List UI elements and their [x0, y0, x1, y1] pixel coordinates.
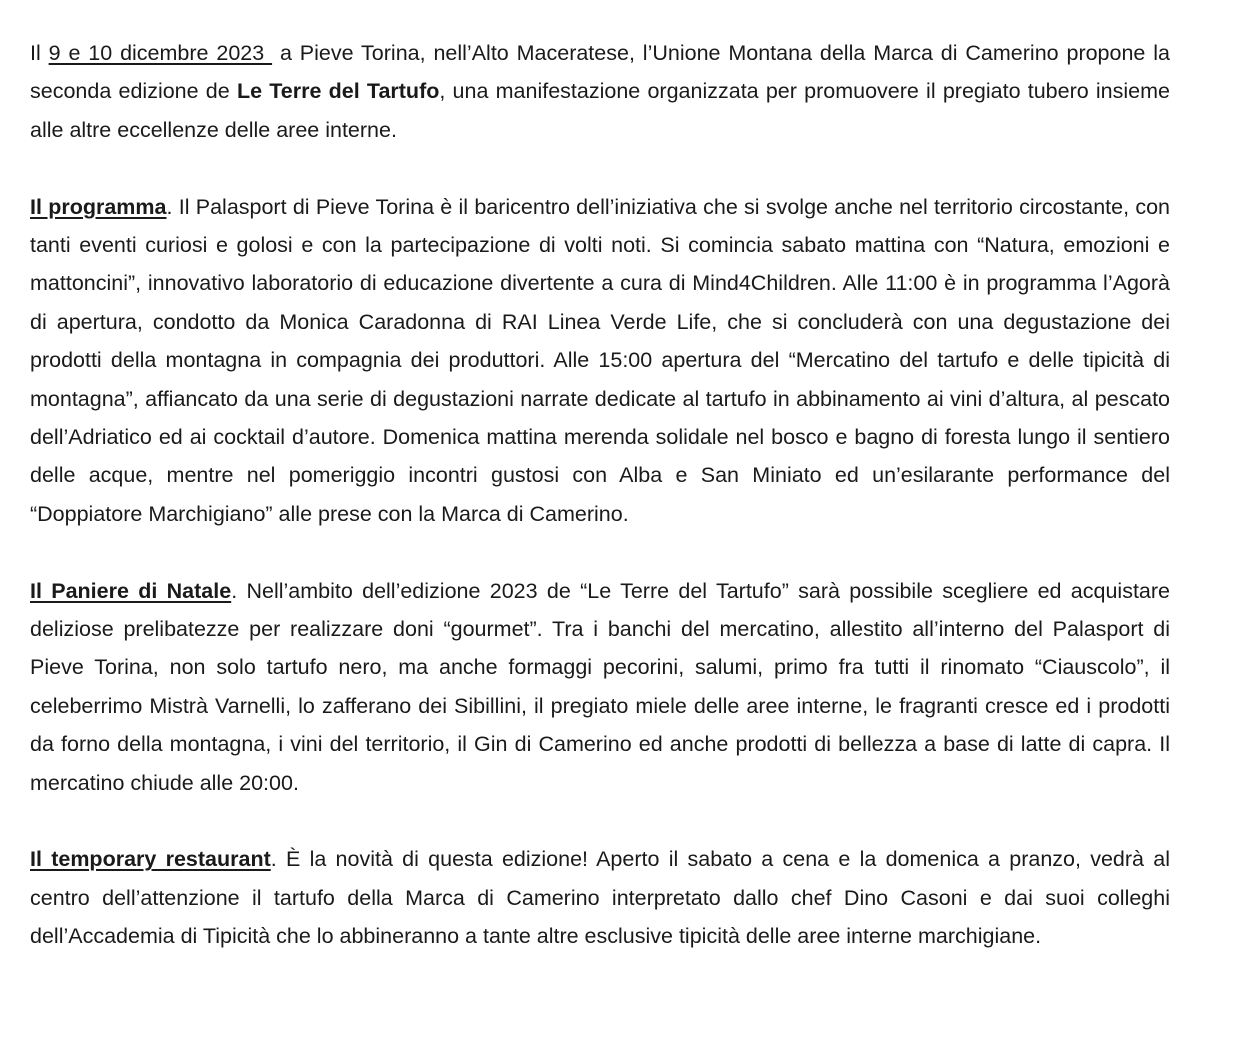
- paniere-paragraph: [30, 572, 1170, 802]
- intro-paragraph: [30, 34, 1170, 149]
- document-body: [30, 34, 1170, 956]
- paniere-heading: Il Paniere di Natale: [30, 578, 232, 603]
- restaurant-body: . È la novità di questa edizione! Aperto il sabato a cena e la domenica a pranzo, vedrà al centro dell’attenzione il tartufo della Marca di Camerino interpretato dallo chef Dino Casoni e dai suoi colleghi dell’Accademia di Tipicità che lo abbineranno a tante altre esclusive tipicità delle aree interne marchigiane.: [30, 847, 1170, 949]
- programma-body: . Il Palasport di Pieve Torina è il baricentro dell’iniziativa che si svolge anche nel territorio circostante, con tanti eventi curiosi e golosi e con la partecipazione di volti noti. Si comincia sabato mattina con “Natura, emozioni e mattoncini”, innovativo laboratorio di educazione divertente a cura di Mind4Children. Alle 11:00 è in programma l’Agorà di apertura, condotto da Monica Caradonna di RAI Linea Verde Life, che si concluderà con una degustazione dei prodotti della montagna in compagnia dei produttori. Alle 15:00 apertura del “Mercatino del tartufo e delle tipicità di montagna”, affiancato da una serie di degustazioni narrate dedicate al tartufo in abbinamento ai vini d’altura, al pescato dell’Adriatico ed ai cocktail d’autore. Domenica mattina merenda solidale nel bosco e bagno di foresta lungo il sentiero delle acque, mentre nel pomeriggio incontri gustosi con Alba e San Miniato ed un’esilarante performance del “Doppiatore Marchigiano” alle prese con la Marca di Camerino.: [30, 194, 1170, 526]
- restaurant-heading: Il temporary restaurant: [30, 847, 271, 872]
- intro-text: a Pieve Torina, nell’Alto Maceratese, l’Unione Montana della Marca di Camerino propone la seconda edizione de: [30, 41, 1170, 104]
- intro-text-end: , una manifestazione organizzata per promuovere il pregiato tubero insieme alle altre eccellenze delle aree interne.: [30, 79, 1170, 142]
- paniere-body: . Nell’ambito dell’edizione 2023 de “Le Terre del Tartufo” sarà possibile scegliere ed acquistare deliziose prelibatezze per realizzare doni “gourmet”. Tra i banchi del mercatino, allestito all’interno del Palasport di Pieve Torina, non solo tartufo nero, ma anche formaggi pecorini, salumi, primo fra tutti il rinomato “Ciauscolo”, il celeberrimo Mistrà Varnelli, lo zafferano dei Sibillini, il pregiato miele delle aree interne, le fragranti cresce ed i prodotti da forno della montagna, i vini del territorio, il Gin di Camerino ed anche prodotti di bellezza a base di latte di capra. Il mercatino chiude alle 20:00.: [30, 578, 1170, 795]
- intro-lead: Il: [30, 41, 49, 65]
- programma-paragraph: [30, 188, 1170, 534]
- event-date: 9 e 10 dicembre 2023: [48, 41, 273, 65]
- restaurant-paragraph: [30, 840, 1170, 955]
- programma-heading: Il programma: [30, 194, 167, 219]
- event-name: Le Terre del Tartufo: [236, 79, 440, 104]
